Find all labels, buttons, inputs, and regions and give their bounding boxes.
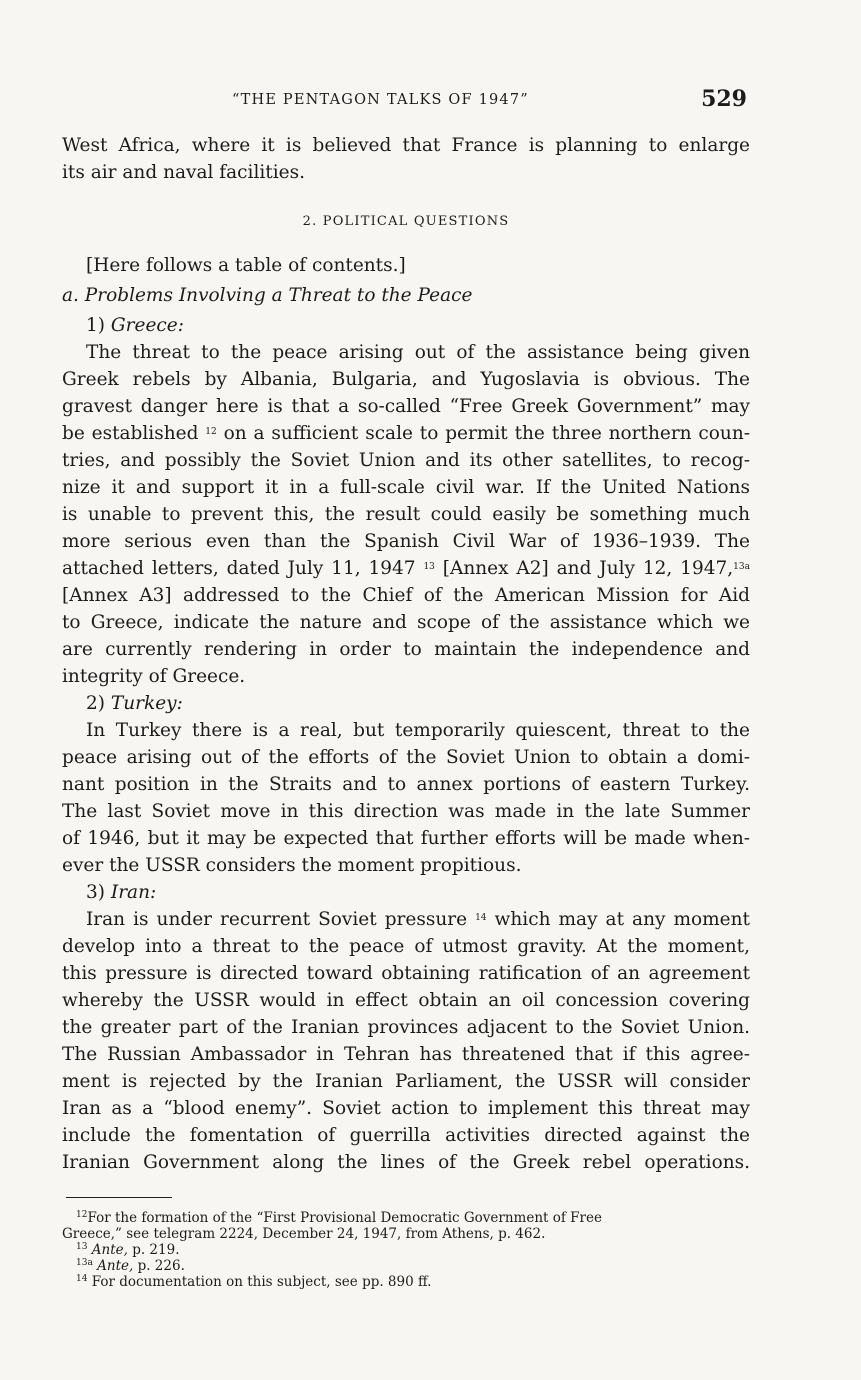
text-line: of 1946, but it may be expected that further efforts will be made when- xyxy=(62,828,750,849)
text-fragment: [Annex A2] and July 12, 1947, xyxy=(442,558,734,579)
text-line: more serious even than the Spanish Civil War of 1936–1939. The xyxy=(62,531,750,552)
footnote-num: 13 xyxy=(76,1242,88,1252)
greece-label-text: Greece: xyxy=(110,315,184,336)
text-line: [Annex A3] addressed to the Chief of the American Mission for Aid xyxy=(62,585,750,606)
text-line xyxy=(62,420,750,447)
footnote-12-cont: Greece,” see telegram 2224, December 24, 1947, from Athens, p. 462. xyxy=(62,1226,546,1242)
text-line: The Russian Ambassador in Tehran has threatened that if this agree- xyxy=(62,1044,750,1065)
iran-label-num: 3) xyxy=(86,882,105,903)
iran-label-text: Iran: xyxy=(110,882,157,903)
text-line: are currently rendering in order to maintain the independence and xyxy=(62,639,750,660)
footnote-text: For the formation of the “First Provisional Democratic Government of Free xyxy=(87,1210,602,1226)
footnote-ref-13a: 13a xyxy=(733,562,750,572)
text-line: peace arising out of the efforts of the Soviet Union to obtain a domi- xyxy=(62,747,750,768)
footnote-num: 14 xyxy=(76,1274,88,1284)
text-line: develop into a threat to the peace of utmost gravity. At the moment, xyxy=(62,936,750,957)
text-line: include the fomentation of guerrilla activities directed against the xyxy=(62,1125,750,1146)
footnote-14 xyxy=(62,1274,750,1290)
turkey-label-num: 2) xyxy=(86,693,105,714)
footnotes xyxy=(62,1210,750,1290)
text-line: The threat to the peace arising out of the assistance being given xyxy=(86,342,750,363)
text-fragment: be established xyxy=(62,423,199,444)
text-line: nant position in the Straits and to annex portions of eastern Turkey. xyxy=(62,774,750,795)
footnote-13 xyxy=(62,1242,750,1258)
text-line: ment is rejected by the Iranian Parliament, the USSR will consider xyxy=(62,1071,750,1092)
text-line: nize it and support it in a full-scale civil war. If the United Nations xyxy=(62,477,750,498)
text-line xyxy=(62,906,750,933)
footnote-divider xyxy=(66,1197,172,1198)
text-line: Iran as a “blood enemy”. Soviet action to implement this threat may xyxy=(62,1098,750,1119)
text-line: gravest danger here is that a so-called “Free Greek Government” may xyxy=(62,396,750,417)
text-fragment: attached letters, dated July 11, 1947 xyxy=(62,558,416,579)
text-line: Iranian Government along the lines of the Greek rebel operations. xyxy=(62,1152,750,1173)
text-line: The last Soviet move in this direction was made in the late Summer xyxy=(62,801,750,822)
main-text xyxy=(62,132,750,1176)
footnote-ante: Ante, xyxy=(91,1242,128,1258)
subsection-heading: a. Problems Involving a Threat to the Peace xyxy=(62,285,473,306)
text-fragment: which may at any moment xyxy=(494,909,750,930)
greece-label xyxy=(62,312,750,339)
greece-label-num: 1) xyxy=(86,315,105,336)
iran-label xyxy=(62,879,750,906)
footnote-text: For documentation on this subject, see pp. 890 ff. xyxy=(91,1274,432,1290)
text-line: is unable to prevent this, the result could easily be something much xyxy=(62,504,750,525)
text-line: ever the USSR considers the moment propitious. xyxy=(62,855,522,876)
footnote-ref-12: 12 xyxy=(205,427,217,437)
text-line: the greater part of the Iranian provinces adjacent to the Soviet Union. xyxy=(62,1017,750,1038)
turkey-label xyxy=(62,690,750,717)
text-line: this pressure is directed toward obtaining ratification of an agreement xyxy=(62,963,750,984)
text-line: its air and naval facilities. xyxy=(62,162,305,183)
footnote-num: 12 xyxy=(76,1210,88,1220)
text-line: integrity of Greece. xyxy=(62,666,246,687)
footnote-ante: Ante, xyxy=(97,1258,134,1274)
text-line xyxy=(62,555,750,582)
footnote-13a xyxy=(62,1258,750,1274)
text-line: Greek rebels by Albania, Bulgaria, and Yugoslavia is obvious. The xyxy=(62,369,750,390)
footnote-text: p. 226. xyxy=(137,1258,185,1274)
footnote-ref-13: 13 xyxy=(423,562,435,572)
section-heading: 2. POLITICAL QUESTIONS xyxy=(302,214,510,229)
toc-note: [Here follows a table of contents.] xyxy=(86,255,406,276)
running-header xyxy=(62,88,749,118)
page-number: 529 xyxy=(701,86,747,112)
text-line: to Greece, indicate the nature and scope of the assistance which we xyxy=(62,612,750,633)
text-line: West Africa, where it is believed that France is planning to enlarge xyxy=(62,135,750,156)
footnote-num: 13a xyxy=(76,1258,93,1268)
running-title: “THE PENTAGON TALKS OF 1947” xyxy=(232,92,529,108)
footnote-text: p. 219. xyxy=(132,1242,180,1258)
text-line: In Turkey there is a real, but temporarily quiescent, threat to the xyxy=(86,720,750,741)
footnote-ref-14: 14 xyxy=(475,913,487,923)
text-line: tries, and possibly the Soviet Union and its other satellites, to recog- xyxy=(62,450,750,471)
text-fragment: Iran is under recurrent Soviet pressure xyxy=(86,909,468,930)
text-fragment: on a sufficient scale to permit the three northern coun- xyxy=(223,423,750,444)
footnote-12 xyxy=(62,1210,750,1226)
turkey-label-text: Turkey: xyxy=(110,693,183,714)
text-line: whereby the USSR would in effect obtain an oil concession covering xyxy=(62,990,750,1011)
